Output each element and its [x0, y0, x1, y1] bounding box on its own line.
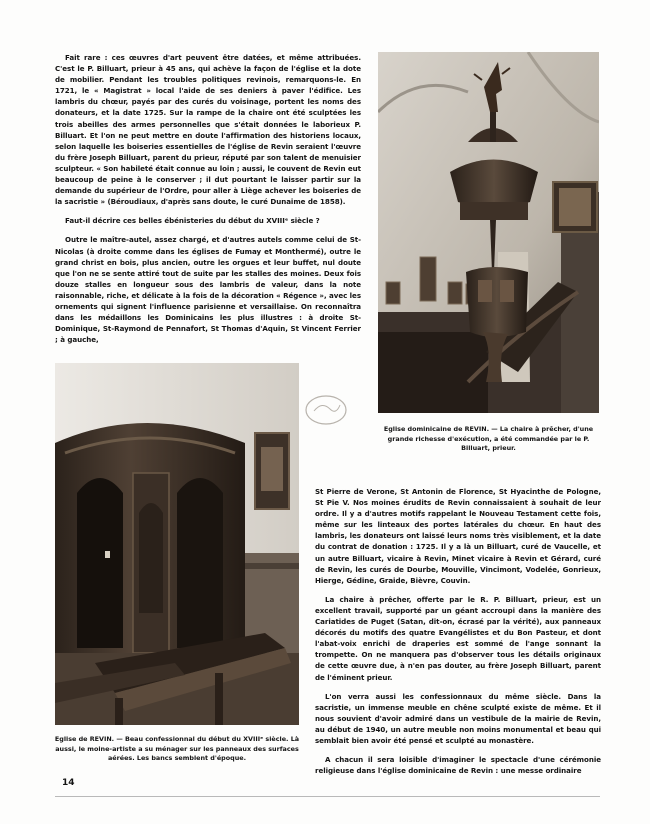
confessional-caption: Eglise de REVIN. — Beau confessionnal du début du XVIIIᵉ siècle. Là aussi, le moine-artiste a su ménager sur les panneaux des surfaces aérées. Les bancs semblent d'époque.	[54, 735, 300, 763]
paragraph: L'on verra aussi les confessionnaux du même siècle. Dans la sacristie, un immense meuble en chêne sculpté existe de même. Et il nous souvient d'avoir admiré dans un vestibule de la mairie de Revin, au début de 1940, un autre meuble non moins monumental et beau qui semblait bien avoir été pensé et sculpté au monastère.	[315, 691, 601, 745]
pulpit-illustration	[378, 52, 599, 413]
paragraph: La chaire à prêcher, offerte par le R. P. Billuart, prieur, est un excellent travail, supporté par un géant accroupi dans la manière des Cariatides de Puget (Satan, dit-on, écrasé par la vérité), aux panneaux décorés du motifs des quatre Evangélistes et du Bon Pasteur, et dont l'abat-voix enrichi de draperies est sommé de l'ange sonnant la trompette. On ne manquera pas d'observer tous les détails originaux de cette œuvre due, à n'en pas douter, au frère Joseph Billuart, parent de l'éminent prieur.	[315, 594, 601, 682]
text-column-bottom	[315, 486, 601, 784]
paragraph: Faut-il décrire ces belles ébénisteries du début du XVIIIᵉ siècle ?	[65, 216, 320, 226]
paragraph: St Pierre de Verone, St Antonin de Florence, St Hyacinthe de Pologne, St Pie V. Nos moines érudits de Revin connaissaient à souhait de leur ordre. Il y a d'autres motifs rappelant le Nouveau Testament cette fois, même sur les linteaux des portes latérales du chœur. En haut des lambris, les donateurs ont laissé leurs noms très visiblement, et la date du contrat de donation : 1725. Il y a là un Billuart, curé de Vaucelle, et un autre Billuart, vicaire à Revin, Minet vicaire à Revin et Gérard, curé de Revin, les curés de Dourbe, Mouville, Vincimont, Vodelée, Gonrieux, Hierge, Gédine, Graide, Bièvre, Couvin.	[315, 487, 601, 585]
paragraph: Outre le maître-autel, assez chargé, et d'autres autels comme celui de St-Nicolas (à droite comme dans les églises de Fumay et Monthermé), outre le grand christ en bois, plus ancien, outre les orgues et leur buffet, nul doute que l'on ne se sente attiré tout de suite par les stalles des moines. Deux fois douze stalles en longueur sous des lambris de valeur, dans la note raisonnable, riche, et délicate à la fois de la décoration « Régence », avec les ornements qui signent l'influence parisienne et versaillaise. On reconnaîtra dans les médaillons les Dominicains les plus illustres : à droite St-Dominique, St-Raymond de Pennafort, St Thomas d'Aquin, St Vincent Ferrier ; à gauche,	[55, 235, 361, 345]
page-number: 14	[62, 778, 75, 788]
bottom-rule	[55, 796, 600, 797]
library-stamp-icon	[302, 393, 350, 427]
pulpit-photo	[378, 52, 599, 413]
confessional-photo	[55, 363, 299, 725]
confessional-illustration	[55, 363, 299, 725]
text-column-top	[55, 52, 361, 353]
paragraph: A chacun il sera loisible d'imaginer le spectacle d'une cérémonie religieuse dans l'église dominicaine de Revin : une messe ordinaire	[315, 755, 601, 776]
paragraph: Fait rare : ces œuvres d'art peuvent être datées, et même attribuées. C'est le P. Billuart, prieur à 45 ans, qui achève la façon de l'église et la dote de mobilier. Pendant les troubles politiques revinois, remarquons-le. En 1721, le « Magistrat » local l'aide de ses deniers à paver l'édifice. Les lambris du chœur, payés par des curés du voisinage, portent les noms des donateurs, et la date 1725. Sur la rampe de la chaire ont été sculptées les trois abeilles des armes personnelles que s'était données le laborieux P. Billuart. Et l'on ne peut mettre en doute l'affirmation des historiens locaux, selon laquelle les boiseries essentielles de l'église de Revin seraient l'œuvre du frère Joseph Billuart, parent du prieur, réputé par son talent de menuisier sculpteur. « Son habileté était connue au loin ; aussi, le couvent de Revin eut beaucoup de peine à le conserver ; il dut pourtant le laisser partir sur la demande du supérieur de l'Ordre, pour aller à Liège achever les boiseries de la sacristie » (Béroudiaux, d'après sans doute, le curé Dunaime de 1858).	[55, 53, 361, 207]
pulpit-caption: Eglise dominicaine de REVIN. — La chaire à prêcher, d'une grande richesse d'exécution, a été commandée par le P. Billuart, prieur.	[383, 425, 594, 453]
